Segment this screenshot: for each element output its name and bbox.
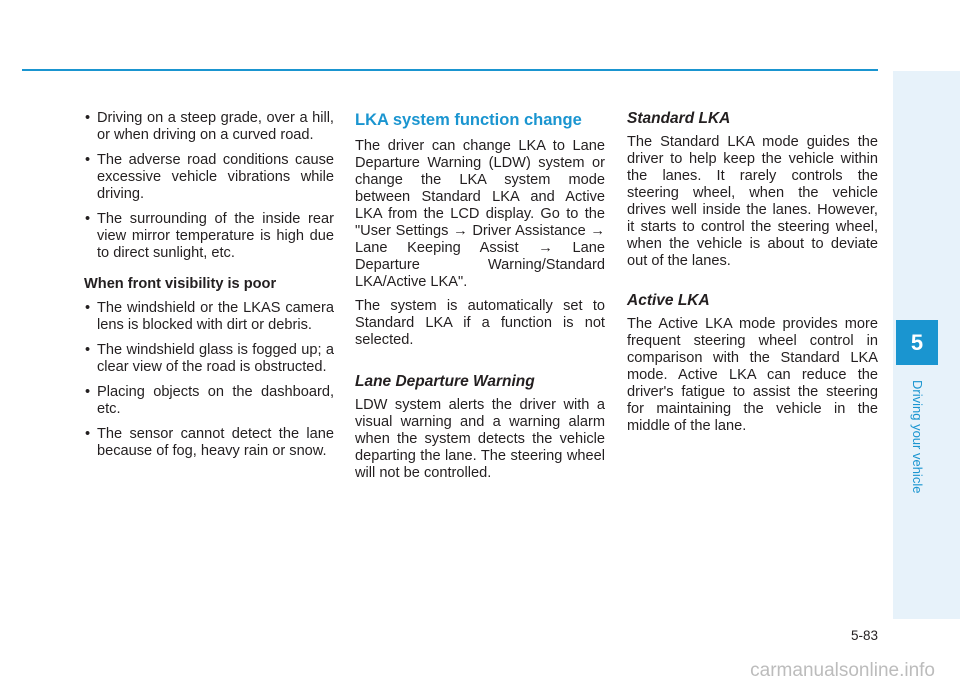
list-item: • The surrounding of the inside rear view mirror temperature is high due to direct sunlight, etc.	[84, 211, 334, 262]
chapter-title: Driving your vehicle	[910, 380, 925, 494]
column-left	[84, 110, 334, 468]
watermark: carmanualsonline.info	[750, 660, 935, 681]
list-item: • The sensor cannot detect the lane because of fog, heavy rain or snow.	[84, 426, 334, 460]
standard-lka-heading: Standard LKA	[627, 110, 731, 127]
ldw-heading: Lane Departure Warning	[355, 373, 535, 390]
function-change-paragraph: The driver can change LKA to Lane Departure Warning (LDW) system or change the LKA system mode between Standard LKA and Active LKA from the LCD display. Go to the "User Settings → Driver Assistance → Lane Keeping Assist → Lane Departure Warning/Standard LKA/Active LKA".	[355, 138, 605, 290]
list-item: • The windshield glass is fogged up; a clear view of the road is obstructed.	[84, 342, 334, 376]
page-number: 5-83	[850, 628, 878, 643]
default-mode-paragraph: The system is automatically set to Standard LKA if a function is not selected.	[355, 298, 605, 348]
ldw-paragraph: LDW system alerts the driver with a visual warning and a warning alarm when the system detects the vehicle departing the lane. The steering wheel will not be controlled.	[355, 397, 605, 481]
header-rule	[22, 69, 878, 71]
list-item: • The adverse road conditions cause excessive vehicle vibrations while driving.	[84, 152, 334, 203]
list-item: • Driving on a steep grade, over a hill, or when driving on a curved road.	[84, 110, 334, 144]
active-lka-paragraph: The Active LKA mode provides more frequent steering wheel control in comparison with the Standard LKA mode. Active LKA can reduce the driver's fatigue to assist the steering for maintaining the vehicle in the middle of the lane.	[627, 316, 878, 434]
conditions-list	[84, 110, 334, 262]
chapter-number-badge: 5	[896, 320, 938, 365]
standard-lka-paragraph: The Standard LKA mode guides the driver to help keep the vehicle within the lanes. It rarely controls the steering wheel, when the vehicle drives well inside the lanes. However, it starts to control the steering wheel, when the vehicle is about to deviate out of the lanes.	[627, 134, 878, 269]
visibility-subheading: When front visibility is poor	[84, 276, 277, 292]
active-lka-heading: Active LKA	[627, 292, 710, 309]
column-right	[627, 110, 878, 435]
visibility-list	[84, 300, 334, 460]
list-item: • The windshield or the LKAS camera lens is blocked with dirt or debris.	[84, 300, 334, 334]
section-heading: LKA system function change	[355, 111, 582, 129]
list-item: • Placing objects on the dashboard, etc.	[84, 384, 334, 418]
column-middle	[355, 110, 605, 482]
